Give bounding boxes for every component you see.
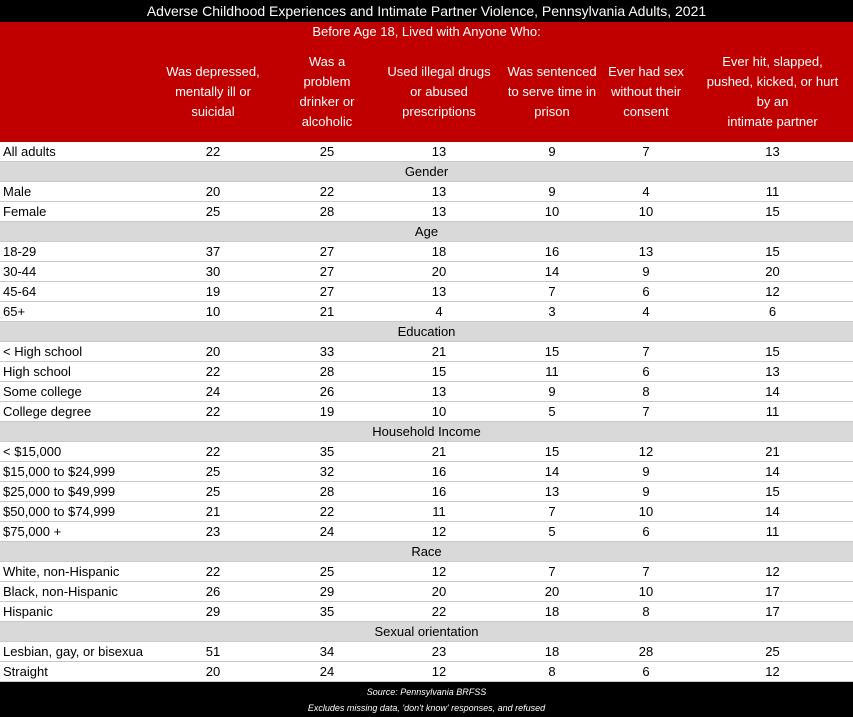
table-cell: 12	[431, 564, 447, 579]
row-label: $15,000 to $24,999	[3, 464, 116, 479]
row-label: High school	[3, 364, 71, 379]
table-cell: 4	[435, 304, 443, 319]
column-header-sex-without-consent: Ever had sex without their consent	[608, 64, 684, 119]
table-cell: 3	[548, 304, 556, 319]
row-label: Female	[3, 204, 47, 219]
table-row	[0, 142, 853, 162]
table-row	[0, 202, 853, 222]
table-cell: 10	[431, 404, 447, 419]
table-row	[0, 382, 853, 402]
column-header-intimate-partner-violence: Ever hit, slapped, pushed, kicked, or hurt by an intimate partner	[706, 54, 839, 129]
table-cell: 9	[642, 484, 650, 499]
section-heading: Household Income	[0, 422, 853, 442]
table-cell: 20	[205, 344, 221, 359]
table-cell: 5	[548, 404, 556, 419]
table-row	[0, 282, 853, 302]
table-cell: 28	[319, 204, 335, 219]
table-cell: 9	[642, 264, 650, 279]
table-cell: 20	[431, 264, 447, 279]
table-cell: 22	[205, 404, 221, 419]
table-cell: 19	[319, 404, 335, 419]
row-label: White, non-Hispanic	[3, 564, 120, 579]
table-cell: 22	[319, 504, 335, 519]
table-row	[0, 482, 853, 502]
table-cell: 8	[642, 604, 650, 619]
row-label: Hispanic	[3, 604, 53, 619]
table-cell: 35	[319, 444, 335, 459]
table-cell: 27	[319, 244, 335, 259]
table-cell: 20	[431, 584, 447, 599]
row-label: Black, non-Hispanic	[3, 584, 118, 599]
table-cell: 7	[548, 564, 556, 579]
table-row	[0, 502, 853, 522]
table-cell: 6	[642, 364, 650, 379]
table-cell: 13	[765, 364, 780, 379]
table-cell: 18	[431, 244, 447, 259]
table-row	[0, 662, 853, 682]
table-cell: 12	[765, 564, 780, 579]
table-row	[0, 242, 853, 262]
table-cell: 13	[431, 204, 447, 219]
source-note: Source: Pennsylvania BRFSS	[366, 687, 487, 697]
table-footer	[0, 682, 853, 717]
table-cell: 20	[544, 584, 560, 599]
table-cell: 13	[431, 144, 447, 159]
table-cell: 6	[642, 664, 650, 679]
table-cell: 15	[431, 364, 447, 379]
table-cell: 11	[765, 404, 780, 419]
table-cell: 20	[765, 264, 780, 279]
row-label: Some college	[3, 384, 82, 399]
row-label: Lesbian, gay, or bisexua	[3, 644, 143, 659]
table-cell: 7	[642, 564, 650, 579]
table-cell: 15	[765, 204, 780, 219]
table-cell: 12	[638, 444, 654, 459]
table-cell: 30	[205, 264, 221, 279]
table-cell: 28	[319, 364, 335, 379]
table-cell: 13	[765, 144, 780, 159]
table-row	[0, 642, 853, 662]
table-cell: 21	[431, 344, 447, 359]
table-header	[0, 22, 853, 142]
table-cell: 21	[205, 504, 221, 519]
table-cell: 10	[638, 584, 654, 599]
table-cell: 4	[642, 304, 650, 319]
table-row	[0, 582, 853, 602]
section-heading: Gender	[0, 162, 853, 182]
table-cell: 24	[319, 524, 335, 539]
table-cell: 18	[544, 644, 560, 659]
column-header-problem-drinker: Was a problem drinker or alcoholic	[299, 54, 355, 129]
row-label: Male	[3, 184, 32, 199]
row-label: < $15,000	[3, 444, 62, 459]
table-cell: 27	[319, 264, 335, 279]
table-cell: 20	[205, 184, 221, 199]
table-cell: 10	[205, 304, 221, 319]
row-label: 45-64	[3, 284, 37, 299]
table-cell: 14	[765, 464, 780, 479]
row-label: 65+	[3, 304, 26, 319]
table-cell: 20	[205, 664, 221, 679]
table-cell: 16	[544, 244, 560, 259]
table-cell: 22	[319, 184, 335, 199]
table-cell: 7	[642, 404, 650, 419]
table-cell: 29	[205, 604, 221, 619]
table-cell: 5	[548, 524, 556, 539]
table-row	[0, 442, 853, 462]
table-cell: 6	[642, 524, 650, 539]
table-cell: 6	[768, 304, 777, 319]
table-cell: 7	[642, 344, 650, 359]
table-cell: 13	[431, 384, 447, 399]
table-cell: 29	[319, 584, 335, 599]
table-row	[0, 182, 853, 202]
row-label: Straight	[3, 664, 48, 679]
table-row	[0, 362, 853, 382]
table-cell: 22	[205, 444, 221, 459]
row-label: $25,000 to $49,999	[3, 484, 116, 499]
table-cell: 26	[319, 384, 335, 399]
table-cell: 15	[544, 444, 560, 459]
table-cell: 16	[431, 484, 447, 499]
table-cell: 22	[205, 564, 221, 579]
table-cell: 17	[765, 584, 780, 599]
table-body	[0, 142, 853, 682]
table-cell: 14	[544, 464, 560, 479]
table-title: Adverse Childhood Experiences and Intimate Partner Violence, Pennsylvania Adults, 2021	[0, 0, 853, 22]
row-label: 18-29	[3, 244, 37, 259]
table-cell: 32	[319, 464, 335, 479]
table-cell: 28	[638, 644, 654, 659]
table-cell: 13	[431, 284, 447, 299]
table-cell: 22	[205, 364, 221, 379]
table-cell: 12	[765, 664, 780, 679]
table-cell: 14	[765, 504, 780, 519]
table-cell: 13	[431, 184, 447, 199]
section-heading: Race	[0, 542, 853, 562]
table-cell: 25	[319, 564, 335, 579]
table-cell: 11	[765, 184, 780, 199]
table-cell: 6	[642, 284, 650, 299]
table-cell: 19	[205, 284, 221, 299]
table-cell: 12	[431, 524, 447, 539]
table-cell: 34	[319, 644, 335, 659]
table-cell: 21	[765, 444, 780, 459]
table-cell: 37	[205, 244, 221, 259]
table-cell: 25	[205, 464, 221, 479]
table-cell: 28	[319, 484, 335, 499]
table-cell: 4	[642, 184, 650, 199]
table-cell: 22	[431, 604, 447, 619]
section-heading: Education	[0, 322, 853, 342]
table-cell: 26	[205, 584, 221, 599]
table-row	[0, 262, 853, 282]
table-cell: 15	[765, 344, 780, 359]
column-group-heading: Before Age 18, Lived with Anyone Who:	[312, 24, 541, 39]
table-cell: 15	[765, 244, 780, 259]
table-cell: 25	[205, 484, 221, 499]
row-label: 30-44	[3, 264, 37, 279]
table-cell: 33	[319, 344, 335, 359]
row-label: All adults	[3, 144, 56, 159]
table-row	[0, 342, 853, 362]
table-cell: 9	[548, 184, 556, 199]
table-cell: 21	[319, 304, 335, 319]
column-header-depressed: Was depressed, mentally ill or suicidal	[166, 64, 260, 119]
table-cell: 8	[642, 384, 650, 399]
table-cell: 22	[205, 144, 221, 159]
table-cell: 10	[638, 504, 654, 519]
table-cell: 23	[205, 524, 221, 539]
table-row	[0, 522, 853, 542]
section-heading: Age	[0, 222, 853, 242]
exclusion-note: Excludes missing data, 'don't know' responses, and refused	[307, 703, 546, 713]
row-label: $50,000 to $74,999	[3, 504, 116, 519]
table-row	[0, 402, 853, 422]
section-heading: Sexual orientation	[0, 622, 853, 642]
column-header-illegal-drugs: Used illegal drugs or abused prescriptions	[387, 64, 491, 119]
table-cell: 10	[638, 204, 654, 219]
table-cell: 11	[765, 524, 780, 539]
table-cell: 14	[765, 384, 780, 399]
table-cell: 24	[319, 664, 335, 679]
table-cell: 12	[431, 664, 447, 679]
table-cell: 25	[765, 644, 780, 659]
table-cell: 23	[431, 644, 447, 659]
table-row	[0, 462, 853, 482]
table-cell: 12	[765, 284, 780, 299]
table-cell: 13	[544, 484, 560, 499]
row-label: < High school	[3, 344, 83, 359]
table-cell: 7	[548, 504, 556, 519]
table-cell: 24	[205, 384, 221, 399]
table-cell: 25	[319, 144, 335, 159]
table-cell: 17	[765, 604, 780, 619]
table-cell: 9	[642, 464, 650, 479]
row-label: College degree	[3, 404, 92, 419]
table-cell: 7	[642, 144, 650, 159]
table-cell: 21	[431, 444, 447, 459]
table-cell: 11	[545, 364, 559, 379]
table-cell: 25	[205, 204, 221, 219]
table-row	[0, 302, 853, 322]
table-cell: 35	[319, 604, 335, 619]
column-header-prison: Was sentenced to serve time in prison	[507, 64, 597, 119]
table-cell: 15	[544, 344, 560, 359]
table-cell: 13	[638, 244, 654, 259]
table-row	[0, 562, 853, 582]
table-cell: 7	[548, 284, 556, 299]
table-row	[0, 602, 853, 622]
table-cell: 27	[319, 284, 335, 299]
table-cell: 18	[544, 604, 560, 619]
table-cell: 10	[544, 204, 560, 219]
table-cell: 15	[765, 484, 780, 499]
row-label: $75,000 +	[3, 524, 62, 539]
table-cell: 9	[548, 144, 556, 159]
table-cell: 14	[544, 264, 560, 279]
table-cell: 11	[432, 504, 446, 519]
table-cell: 16	[431, 464, 447, 479]
table-cell: 8	[548, 664, 556, 679]
table-cell: 51	[205, 644, 221, 659]
table-cell: 9	[548, 384, 556, 399]
